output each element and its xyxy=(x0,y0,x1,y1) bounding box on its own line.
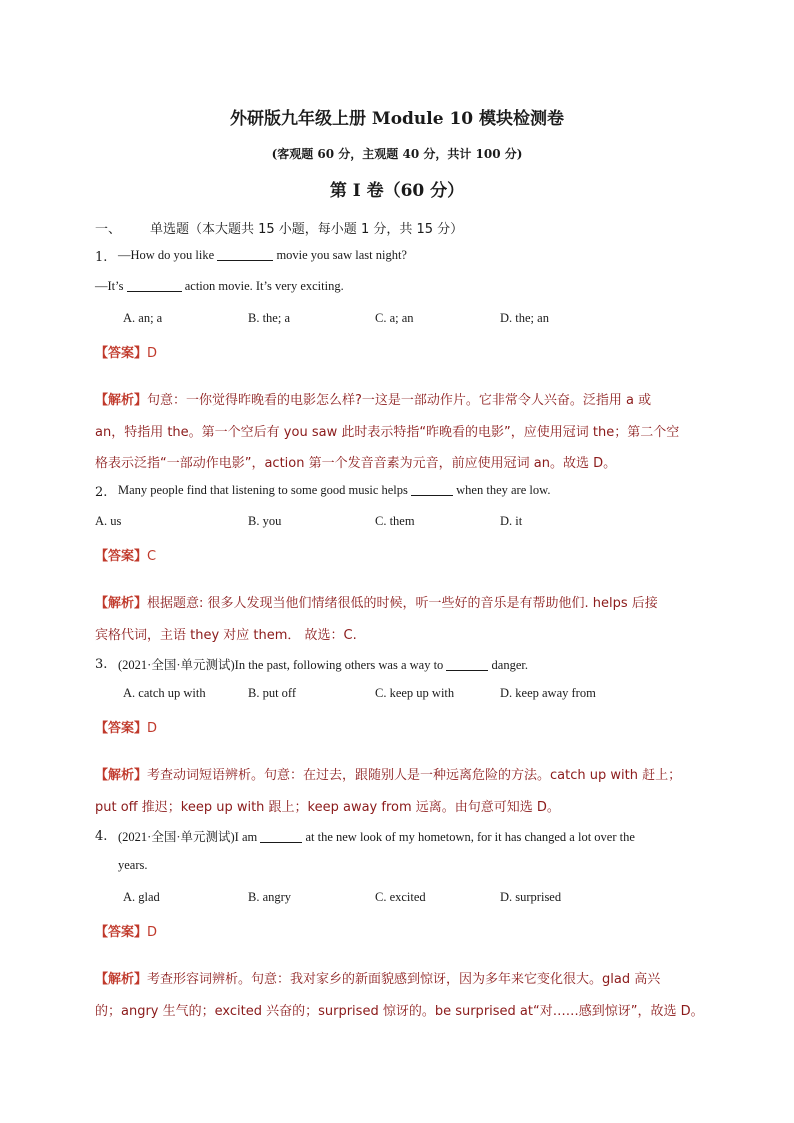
answer-blank xyxy=(127,279,182,292)
score-subtitle: (客观题 60 分，主观题 40 分，共计 100 分) xyxy=(271,147,523,161)
question-number: 4. xyxy=(95,829,108,844)
question-text xyxy=(118,655,528,673)
question-text xyxy=(118,248,407,263)
analysis-tag: 【解析】 xyxy=(95,596,148,611)
question-text-part: movie you saw last night? xyxy=(276,248,407,262)
option-b: B. put off xyxy=(248,686,297,700)
option-a: A. us xyxy=(95,514,122,528)
option-b: B. the; a xyxy=(248,311,291,325)
analysis-text: 考查动词短语辨析。句意：在过去，跟随别人是一种远离危险的方法。catch up with 赶上； xyxy=(147,768,682,783)
answer-line xyxy=(95,921,157,940)
analysis-text: 根据题意: 很多人发现当他们情绪很低的时候，听一些好的音乐是有帮助他们. helps 后接 xyxy=(147,596,658,611)
option-b: B. angry xyxy=(248,890,292,904)
option-d: D. it xyxy=(500,514,523,528)
analysis-line: 宾格代词，主语 they 对应 them． 故选：C. xyxy=(95,628,357,643)
question-number: 1. xyxy=(95,250,108,265)
analysis-tag: 【解析】 xyxy=(95,393,148,408)
section-heading: 第 I 卷（60 分） xyxy=(329,181,465,201)
analysis-line xyxy=(95,389,651,408)
analysis-line: an，特指用 the。第一个空后有 you saw 此时表示特指“昨晚看的电影”，应使用冠词 the；第二个空 xyxy=(95,425,680,440)
answer-blank xyxy=(411,483,453,496)
answer-blank xyxy=(217,248,273,261)
answer-value: D xyxy=(147,721,158,736)
question-text-part: action movie. It’s very exciting. xyxy=(184,279,344,293)
analysis-tag: 【解析】 xyxy=(95,972,148,987)
answer-line xyxy=(95,717,157,736)
answer-tag: 【答案】 xyxy=(95,721,148,736)
page-title: 外研版九年级上册 Module 10 模块检测卷 xyxy=(229,109,565,129)
option-d: D. the; an xyxy=(500,311,549,325)
option-a: A. glad xyxy=(123,890,160,904)
question-text xyxy=(95,279,344,294)
option-c: C. them xyxy=(375,514,415,528)
option-c: C. excited xyxy=(375,890,426,904)
answer-value: D xyxy=(147,925,158,940)
part-label: 一、 xyxy=(95,222,122,237)
question-text-part: —How do you like xyxy=(118,248,215,262)
option-d: D. surprised xyxy=(500,890,562,904)
option-a: A. an; a xyxy=(123,311,163,325)
analysis-tag: 【解析】 xyxy=(95,768,148,783)
question-text-part: danger. xyxy=(491,658,528,672)
answer-blank xyxy=(260,830,302,843)
answer-tag: 【答案】 xyxy=(95,549,148,564)
question-number: 3. xyxy=(95,657,108,672)
question-text xyxy=(118,827,635,845)
analysis-line: 的；angry 生气的；excited 兴奋的；surprised 惊讶的。be surprised at“对……感到惊讶”，故选 D。 xyxy=(95,1004,704,1019)
analysis-line: put off 推迟；keep up with 跟上；keep away from 远离。由句意可知选 D。 xyxy=(95,800,560,815)
analysis-line: 格表示泛指“一部动作电影”，action 第一个发音音素为元音，前应使用冠词 an。故选 D。 xyxy=(95,456,617,471)
question-text-part: (2021·全国·单元测试)I am xyxy=(118,830,258,844)
answer-line xyxy=(95,342,157,361)
question-text-part: Many people find that listening to some good music helps xyxy=(118,483,408,497)
option-c: C. a; an xyxy=(375,311,414,325)
part-heading: 单选题（本大题共 15 小题，每小题 1 分，共 15 分） xyxy=(150,222,464,237)
option-a: A. catch up with xyxy=(123,686,206,700)
option-b: B. you xyxy=(248,514,282,528)
question-text-part: when they are low. xyxy=(456,483,551,497)
answer-blank xyxy=(446,658,488,671)
question-text: years. xyxy=(118,858,148,872)
answer-line xyxy=(95,545,156,564)
analysis-line xyxy=(95,764,681,783)
question-text-part: at the new look of my hometown, for it has changed a lot over the xyxy=(305,830,635,844)
question-number: 2. xyxy=(95,485,108,500)
question-text-part: —It’s xyxy=(95,279,124,293)
analysis-line xyxy=(95,968,660,987)
analysis-line xyxy=(95,592,658,611)
analysis-text: 考查形容词辨析。句意：我对家乡的新面貌感到惊讶，因为多年来它变化很大。glad 高兴 xyxy=(147,972,661,987)
question-text-part: (2021·全国·单元测试)In the past, following others was a way to xyxy=(118,658,444,672)
answer-value: D xyxy=(147,346,158,361)
answer-tag: 【答案】 xyxy=(95,925,148,940)
question-text xyxy=(118,483,550,498)
answer-tag: 【答案】 xyxy=(95,346,148,361)
analysis-text: 句意：一你觉得昨晚看的电影怎么样?一这是一部动作片。它非常令人兴奋。泛指用 a 或 xyxy=(147,393,652,408)
option-c: C. keep up with xyxy=(375,686,455,700)
option-d: D. keep away from xyxy=(500,686,596,700)
answer-value: C xyxy=(147,549,157,564)
